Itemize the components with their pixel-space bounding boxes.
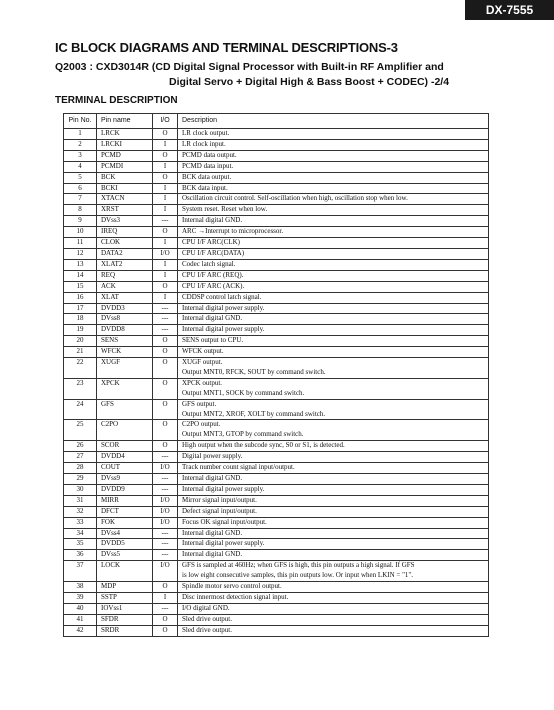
- description-line: Mirror signal input/output.: [182, 495, 257, 504]
- pin-number-cell: 6: [64, 183, 97, 194]
- pin-description-cell: [178, 561, 489, 582]
- table-row: [64, 358, 489, 379]
- pin-number-cell: 36: [64, 550, 97, 561]
- pin-name-cell: LRCK: [97, 129, 153, 140]
- pin-description-cell: [178, 582, 489, 593]
- pin-io-cell: O: [153, 358, 178, 379]
- pin-name-cell: DVss4: [97, 528, 153, 539]
- pin-number-cell: 8: [64, 205, 97, 216]
- pin-number-cell: 4: [64, 161, 97, 172]
- section-heading: TERMINAL DESCRIPTION: [55, 95, 178, 106]
- pin-number-cell: 23: [64, 378, 97, 399]
- pin-io-cell: I: [153, 238, 178, 249]
- pin-number-cell: 14: [64, 270, 97, 281]
- pin-number-cell: 27: [64, 452, 97, 463]
- pin-description-cell: [178, 161, 489, 172]
- pin-number-cell: 31: [64, 495, 97, 506]
- subtitle-line-1: Q2003 : CXD3014R (CD Digital Signal Processor with Built-in RF Amplifier and: [55, 61, 444, 73]
- description-line: Internal digital GND.: [182, 550, 243, 559]
- pin-description-cell: [178, 205, 489, 216]
- pin-number-cell: 33: [64, 517, 97, 528]
- description-line: BCK data output.: [182, 172, 232, 181]
- pin-description-cell: [178, 603, 489, 614]
- pin-name-cell: BCK: [97, 172, 153, 183]
- description-line: Output MNT3, GTOP by command switch.: [182, 430, 304, 439]
- pin-name-cell: IREQ: [97, 227, 153, 238]
- description-line: Internal digital GND.: [182, 474, 243, 482]
- pin-description-cell: [178, 592, 489, 603]
- pin-io-cell: I: [153, 194, 178, 205]
- table-row: [64, 561, 489, 582]
- pin-io-cell: ---: [153, 325, 178, 336]
- pin-description-cell: [178, 399, 489, 420]
- pin-number-cell: 37: [64, 561, 97, 582]
- description-line: Focus OK signal input/output.: [182, 517, 267, 526]
- pin-io-cell: O: [153, 441, 178, 452]
- table-row: [64, 592, 489, 603]
- pin-description-cell: [178, 358, 489, 379]
- description-line: BCK data input.: [182, 183, 228, 192]
- pin-name-cell: MDP: [97, 582, 153, 593]
- description-line: CPU I/F ARC(CLK): [182, 238, 240, 247]
- pin-number-cell: 13: [64, 259, 97, 270]
- table-row: [64, 129, 489, 140]
- pin-description-cell: [178, 270, 489, 281]
- pin-description-cell: [178, 495, 489, 506]
- pin-io-cell: O: [153, 614, 178, 625]
- description-line: LR clock input.: [182, 139, 226, 148]
- pin-number-cell: 18: [64, 314, 97, 325]
- description-line: I/O digital GND.: [182, 603, 230, 612]
- table-row: [64, 550, 489, 561]
- pin-number-cell: 12: [64, 248, 97, 259]
- pin-name-cell: DFCT: [97, 506, 153, 517]
- pin-description-cell: [178, 281, 489, 292]
- pin-io-cell: ---: [153, 216, 178, 227]
- pin-description-cell: [178, 625, 489, 636]
- pin-io-cell: I: [153, 205, 178, 216]
- description-line: Internal digital GND.: [182, 528, 243, 537]
- description-line: SENS output to CPU.: [182, 336, 244, 345]
- table-row: [64, 452, 489, 463]
- pin-io-cell: I/O: [153, 248, 178, 259]
- pin-description-cell: [178, 463, 489, 474]
- table-row: [64, 528, 489, 539]
- pin-number-cell: 39: [64, 592, 97, 603]
- table-row: [64, 227, 489, 238]
- pin-name-cell: DVDD9: [97, 484, 153, 495]
- pin-description-cell: [178, 539, 489, 550]
- pin-name-cell: IOVss1: [97, 603, 153, 614]
- table-row: [64, 495, 489, 506]
- pin-io-cell: ---: [153, 474, 178, 485]
- description-line: Digital power supply.: [182, 452, 243, 461]
- pin-description-cell: [178, 150, 489, 161]
- column-header-io: I/O: [153, 114, 178, 129]
- pin-io-cell: O: [153, 150, 178, 161]
- pin-io-cell: O: [153, 227, 178, 238]
- table-row: [64, 150, 489, 161]
- pin-name-cell: XLAT2: [97, 259, 153, 270]
- subtitle-line-2: Digital Servo + Digital High & Bass Boost + CODEC) -2/4: [169, 76, 450, 88]
- terminal-description-table: [63, 113, 489, 637]
- pin-description-cell: [178, 452, 489, 463]
- pin-name-cell: DVDD5: [97, 539, 153, 550]
- pin-name-cell: PCMD: [97, 150, 153, 161]
- pin-number-cell: 16: [64, 292, 97, 303]
- pin-name-cell: DVss3: [97, 216, 153, 227]
- pin-name-cell: COUT: [97, 463, 153, 474]
- pin-name-cell: XTACN: [97, 194, 153, 205]
- pin-description-cell: [178, 484, 489, 495]
- pin-name-cell: DATA2: [97, 248, 153, 259]
- pin-name-cell: DVss5: [97, 550, 153, 561]
- table-row: [64, 420, 489, 441]
- table-row: [64, 161, 489, 172]
- table-row: [64, 474, 489, 485]
- description-line: Internal digital GND.: [182, 314, 243, 323]
- pin-description-cell: [178, 325, 489, 336]
- table-row: [64, 194, 489, 205]
- pin-name-cell: LOCK: [97, 561, 153, 582]
- pin-name-cell: REQ: [97, 270, 153, 281]
- pin-number-cell: 26: [64, 441, 97, 452]
- pin-io-cell: I: [153, 592, 178, 603]
- pin-description-cell: [178, 347, 489, 358]
- pin-name-cell: DVDD3: [97, 303, 153, 314]
- description-line: PCMD data output.: [182, 150, 237, 159]
- description-line: Internal digital power supply.: [182, 484, 265, 493]
- pin-number-cell: 21: [64, 347, 97, 358]
- pin-name-cell: XUGF: [97, 358, 153, 379]
- table-row: [64, 347, 489, 358]
- pin-io-cell: I: [153, 161, 178, 172]
- pin-name-cell: C2PO: [97, 420, 153, 441]
- description-line: Sled drive output.: [182, 614, 232, 623]
- pin-description-cell: [178, 129, 489, 140]
- pin-io-cell: I: [153, 292, 178, 303]
- pin-name-cell: XLAT: [97, 292, 153, 303]
- pin-io-cell: I/O: [153, 561, 178, 582]
- table-row: [64, 205, 489, 216]
- table-row: [64, 441, 489, 452]
- description-line: ARC →Interrupt to microprocessor.: [182, 227, 284, 236]
- pin-io-cell: O: [153, 625, 178, 636]
- table-row: [64, 463, 489, 474]
- table-row: [64, 539, 489, 550]
- pin-description-cell: [178, 420, 489, 441]
- description-line: System reset. Reset when low.: [182, 205, 268, 214]
- pin-io-cell: O: [153, 347, 178, 358]
- description-line: Sled drive output.: [182, 625, 232, 634]
- table-row: [64, 325, 489, 336]
- pin-io-cell: ---: [153, 539, 178, 550]
- table-row: [64, 506, 489, 517]
- pin-name-cell: SSTP: [97, 592, 153, 603]
- pin-description-cell: [178, 314, 489, 325]
- pin-io-cell: I: [153, 270, 178, 281]
- pin-io-cell: I: [153, 259, 178, 270]
- description-line: Output MNT0, RFCK, SOUT by command switch.: [182, 367, 326, 376]
- pin-number-cell: 19: [64, 325, 97, 336]
- pin-number-cell: 24: [64, 399, 97, 420]
- table-row: [64, 216, 489, 227]
- pin-description-cell: [178, 172, 489, 183]
- pin-description-cell: [178, 474, 489, 485]
- description-line: LR clock output.: [182, 129, 230, 137]
- pin-io-cell: ---: [153, 314, 178, 325]
- pin-name-cell: DVDD4: [97, 452, 153, 463]
- table-row: [64, 614, 489, 625]
- pin-description-cell: [178, 139, 489, 150]
- description-line: Defect signal input/output.: [182, 506, 257, 515]
- column-header-description: Description: [178, 114, 489, 129]
- table-row: [64, 378, 489, 399]
- pin-description-cell: [178, 517, 489, 528]
- pin-number-cell: 30: [64, 484, 97, 495]
- pin-description-cell: [178, 528, 489, 539]
- pin-number-cell: 10: [64, 227, 97, 238]
- pin-description-cell: [178, 292, 489, 303]
- pin-io-cell: ---: [153, 452, 178, 463]
- table-row: [64, 139, 489, 150]
- pin-description-cell: [178, 614, 489, 625]
- pin-description-cell: [178, 259, 489, 270]
- description-line: GFS is sampled at 460Hz; when GFS is high, this pin outputs a high signal. If GFS: [182, 561, 415, 570]
- table-header-row: [64, 114, 489, 129]
- table-row: [64, 517, 489, 528]
- table-row: [64, 399, 489, 420]
- pin-name-cell: MIRR: [97, 495, 153, 506]
- pin-name-cell: PCMDI: [97, 161, 153, 172]
- table-row: [64, 248, 489, 259]
- description-line: C2PO output.: [182, 420, 221, 429]
- pin-number-cell: 9: [64, 216, 97, 227]
- description-line: Output MNT2, XROF, XOLT by command switch.: [182, 409, 326, 418]
- description-line: Codec latch signal.: [182, 259, 236, 268]
- pin-number-cell: 41: [64, 614, 97, 625]
- pin-description-cell: [178, 216, 489, 227]
- table-row: [64, 172, 489, 183]
- table-row: [64, 484, 489, 495]
- pin-io-cell: O: [153, 336, 178, 347]
- pin-name-cell: CLOK: [97, 238, 153, 249]
- pin-number-cell: 28: [64, 463, 97, 474]
- description-line: is low eight consecutive samples, this pin outputs low. Or input when LKIN = "1".: [182, 571, 414, 580]
- pin-name-cell: ACK: [97, 281, 153, 292]
- pin-io-cell: ---: [153, 484, 178, 495]
- description-line: CDDSP control latch signal.: [182, 292, 262, 301]
- description-line: Disc innermost detection signal input.: [182, 592, 289, 601]
- table-row: [64, 238, 489, 249]
- pin-name-cell: WFCK: [97, 347, 153, 358]
- table-row: [64, 259, 489, 270]
- pin-name-cell: SENS: [97, 336, 153, 347]
- pin-number-cell: 32: [64, 506, 97, 517]
- table-row: [64, 314, 489, 325]
- description-line: PCMD data input.: [182, 161, 234, 170]
- pin-name-cell: LRCKI: [97, 139, 153, 150]
- pin-number-cell: 38: [64, 582, 97, 593]
- pin-number-cell: 29: [64, 474, 97, 485]
- pin-name-cell: BCKI: [97, 183, 153, 194]
- table-row: [64, 303, 489, 314]
- description-line: CPU I/F ARC (ACK).: [182, 281, 245, 290]
- pin-io-cell: I/O: [153, 517, 178, 528]
- pin-number-cell: 40: [64, 603, 97, 614]
- pin-description-cell: [178, 441, 489, 452]
- pin-number-cell: 42: [64, 625, 97, 636]
- pin-io-cell: O: [153, 378, 178, 399]
- pin-description-cell: [178, 336, 489, 347]
- table-row: [64, 292, 489, 303]
- pin-name-cell: DVss8: [97, 314, 153, 325]
- description-line: Internal digital power supply.: [182, 539, 265, 548]
- pin-io-cell: O: [153, 281, 178, 292]
- description-line: XUGF output.: [182, 358, 223, 367]
- description-line: Internal digital GND.: [182, 216, 243, 225]
- pin-description-cell: [178, 183, 489, 194]
- description-line: Internal digital power supply.: [182, 303, 265, 312]
- table-body: [64, 129, 489, 637]
- pin-name-cell: FOK: [97, 517, 153, 528]
- description-line: Track number count signal input/output.: [182, 463, 295, 472]
- pin-io-cell: O: [153, 129, 178, 140]
- table-row: [64, 270, 489, 281]
- pin-io-cell: I/O: [153, 506, 178, 517]
- table-row: [64, 582, 489, 593]
- pin-io-cell: O: [153, 420, 178, 441]
- pin-description-cell: [178, 550, 489, 561]
- page-title: IC BLOCK DIAGRAMS AND TERMINAL DESCRIPTIONS-3: [55, 40, 398, 55]
- pin-number-cell: 34: [64, 528, 97, 539]
- column-header-pin-name: Pin name: [97, 114, 153, 129]
- pin-io-cell: ---: [153, 603, 178, 614]
- description-line: High output when the subcode sync, S0 or S1, is detected.: [182, 441, 345, 450]
- pin-description-cell: [178, 227, 489, 238]
- pin-name-cell: SRDR: [97, 625, 153, 636]
- pin-number-cell: 7: [64, 194, 97, 205]
- pin-io-cell: O: [153, 582, 178, 593]
- pin-io-cell: ---: [153, 528, 178, 539]
- pin-number-cell: 5: [64, 172, 97, 183]
- pin-description-cell: [178, 194, 489, 205]
- pin-name-cell: SCOR: [97, 441, 153, 452]
- description-line: CPU I/F ARC(DATA): [182, 248, 245, 257]
- page-subtitle: [55, 60, 449, 90]
- table-row: [64, 281, 489, 292]
- description-line: Output MNT1, SOCK by command switch.: [182, 388, 305, 397]
- pin-number-cell: 2: [64, 139, 97, 150]
- model-badge: DX-7555: [465, 0, 554, 20]
- description-line: Spindle motor servo control output.: [182, 582, 282, 591]
- pin-name-cell: XPCK: [97, 378, 153, 399]
- pin-description-cell: [178, 248, 489, 259]
- pin-description-cell: [178, 303, 489, 314]
- column-header-pin-no: Pin No.: [64, 114, 97, 129]
- pin-io-cell: O: [153, 399, 178, 420]
- pin-number-cell: 20: [64, 336, 97, 347]
- table-row: [64, 183, 489, 194]
- pin-number-cell: 15: [64, 281, 97, 292]
- pin-description-cell: [178, 378, 489, 399]
- pin-name-cell: SFDR: [97, 614, 153, 625]
- description-line: Oscillation circuit control. Self-oscillation when high, oscillation stop when low.: [182, 194, 408, 203]
- description-line: GFS output.: [182, 399, 217, 408]
- pin-io-cell: ---: [153, 303, 178, 314]
- pin-number-cell: 35: [64, 539, 97, 550]
- pin-io-cell: I/O: [153, 495, 178, 506]
- pin-description-cell: [178, 506, 489, 517]
- pin-name-cell: XRST: [97, 205, 153, 216]
- table-row: [64, 336, 489, 347]
- pin-description-cell: [178, 238, 489, 249]
- pin-io-cell: I: [153, 139, 178, 150]
- description-line: WFCK output.: [182, 347, 224, 356]
- description-line: CPU I/F ARC (REQ).: [182, 270, 244, 279]
- pin-number-cell: 3: [64, 150, 97, 161]
- pin-io-cell: I/O: [153, 463, 178, 474]
- table-row: [64, 625, 489, 636]
- pin-io-cell: ---: [153, 550, 178, 561]
- table-row: [64, 603, 489, 614]
- pin-number-cell: 17: [64, 303, 97, 314]
- pin-name-cell: DVDD8: [97, 325, 153, 336]
- pin-number-cell: 1: [64, 129, 97, 140]
- description-line: XPCK output.: [182, 378, 223, 387]
- pin-name-cell: DVss9: [97, 474, 153, 485]
- description-line: Internal digital power supply.: [182, 325, 265, 334]
- pin-number-cell: 22: [64, 358, 97, 379]
- pin-io-cell: I: [153, 183, 178, 194]
- pin-io-cell: O: [153, 172, 178, 183]
- pin-number-cell: 25: [64, 420, 97, 441]
- pin-name-cell: GFS: [97, 399, 153, 420]
- pin-number-cell: 11: [64, 238, 97, 249]
